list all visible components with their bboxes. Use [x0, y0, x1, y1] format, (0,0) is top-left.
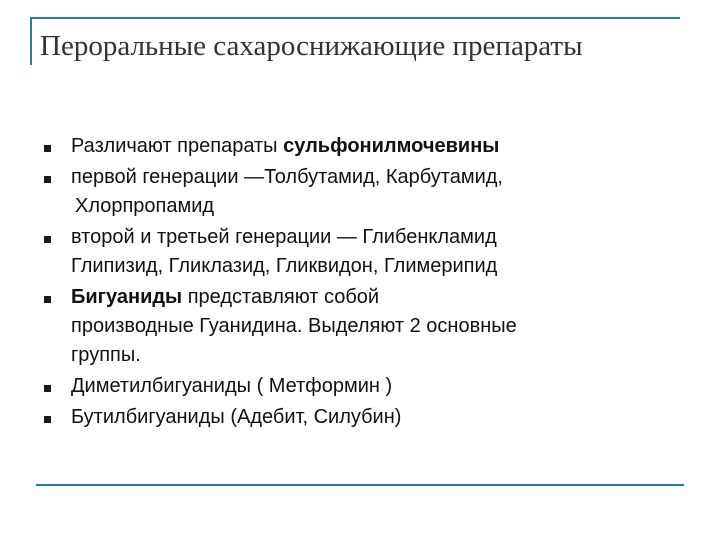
left-border-line: [30, 17, 32, 65]
bullet-text: Бутилбигуаниды (Адебит, Силубин): [71, 406, 402, 428]
bullet-text: первой генерации —Толбутамид, Карбутамид,: [71, 166, 503, 188]
square-bullet-icon: [44, 296, 51, 303]
bullet-item: [44, 223, 664, 281]
bullet-text-continued: группы.: [71, 344, 141, 366]
bullet-text-continued: Глипизид, Гликлазид, Гликвидон, Глимерипид: [71, 255, 498, 277]
bullet-text-continued: Хлорпропамид: [75, 195, 215, 217]
bullet-item: [44, 132, 664, 161]
slide-title: Пероральные сахароснижающие препараты: [40, 30, 583, 62]
bullet-item: [44, 163, 664, 221]
bullet-text: второй и третьей генерации — Глибенкламид: [71, 226, 497, 248]
bullet-text: Различают препараты: [71, 135, 284, 157]
bullet-item: [44, 403, 664, 432]
bullet-text-continued: производные Гуанидина. Выделяют 2 основные: [71, 315, 517, 337]
bullet-list: [44, 132, 664, 434]
bullet-item: [44, 283, 664, 370]
bullet-item: [44, 372, 664, 401]
bottom-border-line: [36, 484, 684, 486]
square-bullet-icon: [44, 176, 51, 183]
square-bullet-icon: [44, 236, 51, 243]
top-border-line: [30, 17, 680, 19]
bullet-text: представляют собой: [182, 286, 380, 308]
bullet-text: Диметилбигуаниды ( Метформин ): [71, 375, 393, 397]
square-bullet-icon: [44, 416, 51, 423]
bullet-bold-text: Бигуаниды: [71, 286, 183, 308]
square-bullet-icon: [44, 385, 51, 392]
bullet-bold-text: сульфонилмочевины: [283, 135, 500, 157]
square-bullet-icon: [44, 145, 51, 152]
